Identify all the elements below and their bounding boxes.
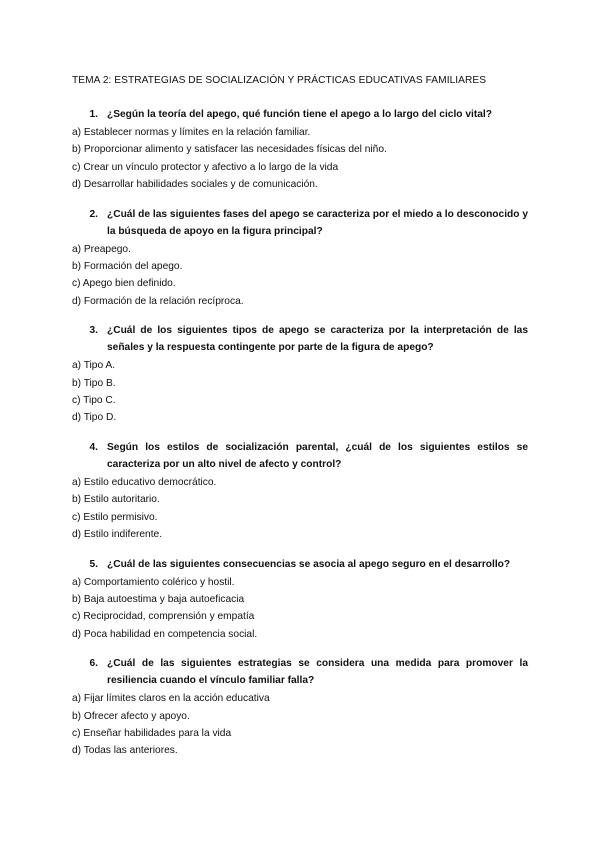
option-c: c) Crear un vínculo protector y afectivo a lo largo de la vida (72, 161, 339, 173)
option-b: b) Estilo autoritario. (72, 494, 160, 506)
question-3 (72, 322, 528, 427)
option-b: b) Proporcionar alimento y satisfacer las necesidades físicas del niño. (72, 144, 387, 156)
question-header (72, 206, 528, 240)
option-a: a) Estilo educativo democrático. (72, 476, 217, 488)
question-text: ¿Según la teoría del apego, qué función tiene el apego a lo largo del ciclo vital? (107, 109, 492, 120)
question-4 (72, 439, 528, 544)
question-text: ¿Cuál de las siguientes estrategias se considera una medida para promover la resiliencia cuando el vínculo familiar falla? (107, 658, 528, 687)
question-header (72, 655, 528, 689)
option-a: a) Preapego. (72, 243, 131, 255)
question-text: ¿Cuál de las siguientes fases del apego se caracteriza por el miedo a lo desconocido y la búsqueda de apoyo en la figura principal? (107, 208, 528, 237)
question-number: 1. (89, 109, 98, 120)
option-c: c) Enseñar habilidades para la vida (72, 727, 232, 739)
option-d: d) Tipo D. (72, 412, 117, 424)
question-number: 4. (89, 441, 98, 453)
question-text: ¿Cuál de los siguientes tipos de apego se caracteriza por la interpretación de las señales y la respuesta contingente por parte de la figura de apego? (107, 325, 528, 354)
option-d: d) Poca habilidad en competencia social. (72, 628, 258, 640)
option-d: d) Estilo indiferente. (72, 529, 163, 541)
page-title: TEMA 2: ESTRATEGIAS DE SOCIALIZACIÓN Y PRÁCTICAS EDUCATIVAS FAMILIARES (72, 75, 487, 86)
question-5 (72, 556, 528, 644)
option-d: d) Formación de la relación recíproca. (72, 295, 244, 307)
question-number: 6. (89, 658, 98, 670)
option-c: c) Tipo C. (72, 395, 116, 407)
option-b: b) Formación del apego. (72, 261, 183, 273)
question-header (72, 439, 528, 473)
option-a: a) Fijar límites claros en la acción educativa (72, 693, 270, 705)
question-header (72, 556, 528, 573)
option-c: c) Estilo permisivo. (72, 511, 158, 523)
option-d: d) Desarrollar habilidades sociales y de comunicación. (72, 179, 318, 191)
option-b: b) Tipo B. (72, 377, 116, 389)
option-a: a) Establecer normas y límites en la relación familiar. (72, 127, 311, 138)
question-text: Según los estilos de socialización parental, ¿cuál de los siguientes estilos se caracteriza por un alto nivel de afecto y control? (107, 441, 528, 470)
question-1 (72, 106, 528, 194)
question-text: ¿Cuál de las siguientes consecuencias se asocia al apego seguro en el desarrollo? (107, 558, 511, 570)
option-c: c) Reciprocidad, comprensión y empatía (72, 611, 255, 623)
option-a: a) Tipo A. (72, 360, 116, 372)
question-number: 3. (89, 325, 98, 337)
option-c: c) Apego bien definido. (72, 278, 176, 290)
question-number: 2. (89, 208, 98, 220)
question-number: 5. (89, 558, 98, 570)
question-2 (72, 206, 528, 311)
question-list (72, 106, 528, 772)
question-header (72, 322, 528, 356)
question-header (72, 106, 528, 123)
option-a: a) Comportamiento colérico y hostil. (72, 576, 235, 588)
option-d: d) Todas las anteriores. (72, 745, 178, 757)
option-b: b) Baja autoestima y baja autoeficacia (72, 593, 245, 605)
question-6 (72, 655, 528, 760)
option-b: b) Ofrecer afecto y apoyo. (72, 710, 190, 722)
